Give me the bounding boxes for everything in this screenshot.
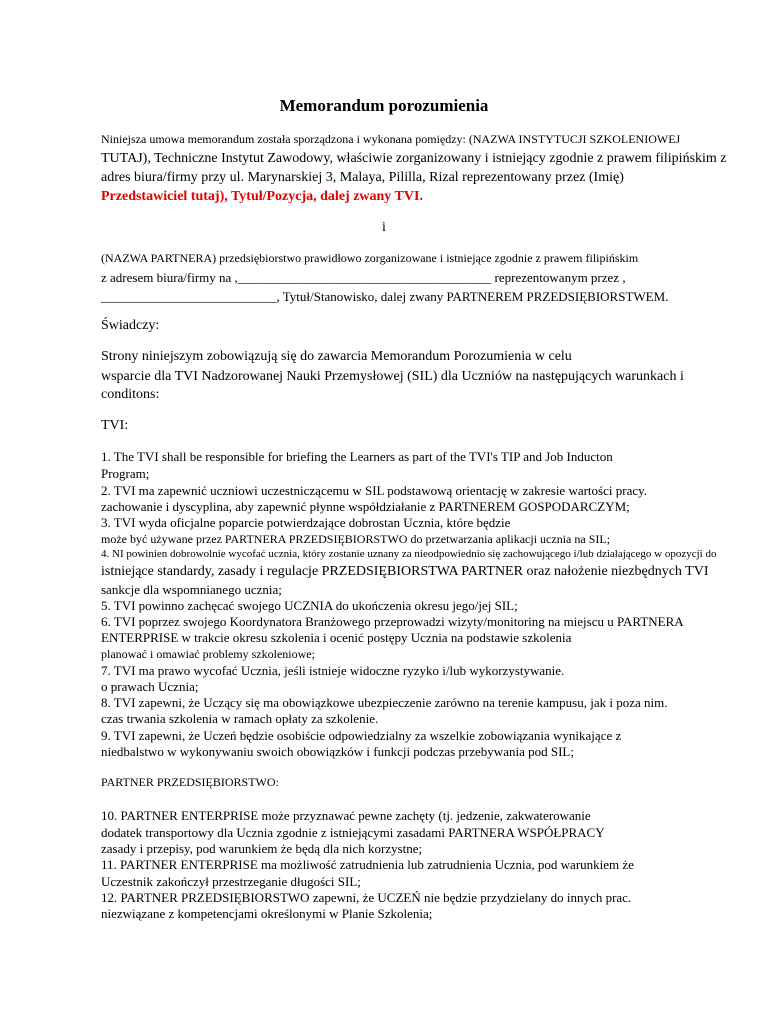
text-line: ENTERPRISE w trakcie okresu szkolenia i ocenić postępy Ucznia na podstawie szkolenia	[101, 630, 572, 645]
text-line: 9. TVI zapewni, że Uczeń będzie osobiście odpowiedzialny za wszelkie zobowiązania wynikające z	[101, 728, 622, 743]
text-line: Świadczy:	[101, 318, 160, 333]
text-line: ___________________________, Tytuł/Stanowisko, dalej zwany PARTNEREM PRZEDSIĘBIORSTWEM.	[101, 289, 669, 304]
text-line: Strony niniejszym zobowiązują się do zawarcia Memorandum Porozumienia w celu	[101, 349, 572, 364]
document-title: Memorandum porozumienia	[279, 96, 489, 115]
text-line: wsparcie dla TVI Nadzorowanej Nauki Przemysłowej (SIL) dla Uczniów na następujących warunkach i	[101, 369, 684, 384]
text-line: 12. PARTNER PRZEDSIĘBIORSTWO zapewni, że UCZEŃ nie będzie przydzielany do innych prac.	[101, 890, 632, 905]
text-line: 7. TVI ma prawo wycofać Ucznia, jeśli istnieje widoczne ryzyko i/lub wykorzystywanie.	[101, 663, 565, 678]
text-line: może być używane przez PARTNERA PRZEDSIĘBIORSTWO do przetwarzania aplikacji ucznia na SIL;	[101, 532, 611, 546]
text-line: 4. NI powinien dobrowolnie wycofać ucznia, który zostanie uznany za nieodpowiednio się zachowującego i/lub działającego w opozycji do	[101, 548, 717, 560]
text-line: 3. TVI wyda oficjalne poparcie potwierdzające dobrostan Ucznia, które będzie	[101, 515, 511, 530]
text-line: adres biura/firmy przy ul. Marynarskiej 3, Malaya, Pililla, Rizal reprezentowany przez (Imię)	[101, 170, 624, 185]
text-line: niezwiązane z kompetencjami określonymi w Planie Szkolenia;	[101, 906, 433, 921]
text-line: niedbalstwo w wykonywaniu swoich obowiązków i funkcji podczas przebywania pod SIL;	[101, 744, 574, 759]
text-line: 2. TVI ma zapewnić uczniowi uczestniczącemu w SIL podstawową orientację w zakresie wartości pracy.	[101, 483, 648, 498]
text-line: Uczestnik zakończył przestrzeganie długości SIL;	[101, 874, 361, 889]
text-line: 10. PARTNER ENTERPRISE może przyznawać pewne zachęty (tj. jedzenie, zakwaterowanie	[101, 808, 591, 823]
text-line: zasady i przepisy, pod warunkiem że będą dla nich korzystne;	[101, 841, 423, 856]
text-line: 1. The TVI shall be responsible for briefing the Learners as part of the TVI's TIP and Job Inducton	[101, 449, 613, 464]
section-heading: PARTNER PRZEDSIĘBIORSTWO:	[101, 775, 279, 789]
text-line: 5. TVI powinno zachęcać swojego UCZNIA do ukończenia okresu jego/jej SIL;	[101, 598, 518, 613]
text-line: istniejące standardy, zasady i regulacje PRZEDSIĘBIORSTWA PARTNER oraz nałożenie niezbędnych TVI	[101, 564, 709, 579]
text-line: o prawach Ucznia;	[101, 679, 199, 694]
text-line: Program;	[101, 466, 150, 481]
text-line-connector: i	[382, 220, 386, 235]
text-line: conditons:	[101, 387, 160, 402]
text-line: TUTAJ), Techniczne Instytut Zawodowy, właściwie zorganizowany i istniejący zgodnie z prawem filipińskim z	[101, 151, 727, 166]
text-line: zachowanie i dyscyplina, aby zapewnić płynne współdziałanie z PARTNEREM GOSPODARCZYM;	[101, 499, 630, 514]
text-line: planować i omawiać problemy szkoleniowe;	[101, 647, 315, 661]
text-line: dodatek transportowy dla Ucznia zgodnie z istniejącymi zasadami PARTNERA WSPÓŁPRACY	[101, 825, 605, 840]
text-line: z adresem biura/firmy na ,_______________________________________ reprezentowanym przez ,	[101, 270, 626, 285]
text-line: sankcje dla wspomnianego ucznia;	[101, 582, 282, 597]
text-line: (NAZWA PARTNERA) przedsiębiorstwo prawidłowo zorganizowane i istniejące zgodnie z prawem filipińskim	[101, 251, 639, 265]
text-line: 11. PARTNER ENTERPRISE ma możliwość zatrudnienia lub zatrudnienia Ucznia, pod warunkiem że	[101, 857, 634, 872]
text-line-highlight: Przedstawiciel tutaj), Tytuł/Pozycja, dalej zwany TVI.	[101, 189, 423, 204]
text-line: czas trwania szkolenia w ramach opłaty za szkolenie.	[101, 711, 379, 726]
text-line: 8. TVI zapewni, że Uczący się ma obowiązkowe ubezpieczenie zarówno na terenie kampusu, jak i poza nim.	[101, 695, 668, 710]
text-line: 6. TVI poprzez swojego Koordynatora Branżowego przeprowadzi wizyty/monitoring na miejscu u PARTNERA	[101, 614, 684, 629]
section-heading: TVI:	[101, 418, 129, 433]
text-line: Niniejsza umowa memorandum została sporządzona i wykonana pomiędzy: (NAZWA INSTYTUCJI SZKOLENIOWEJ	[101, 132, 681, 146]
